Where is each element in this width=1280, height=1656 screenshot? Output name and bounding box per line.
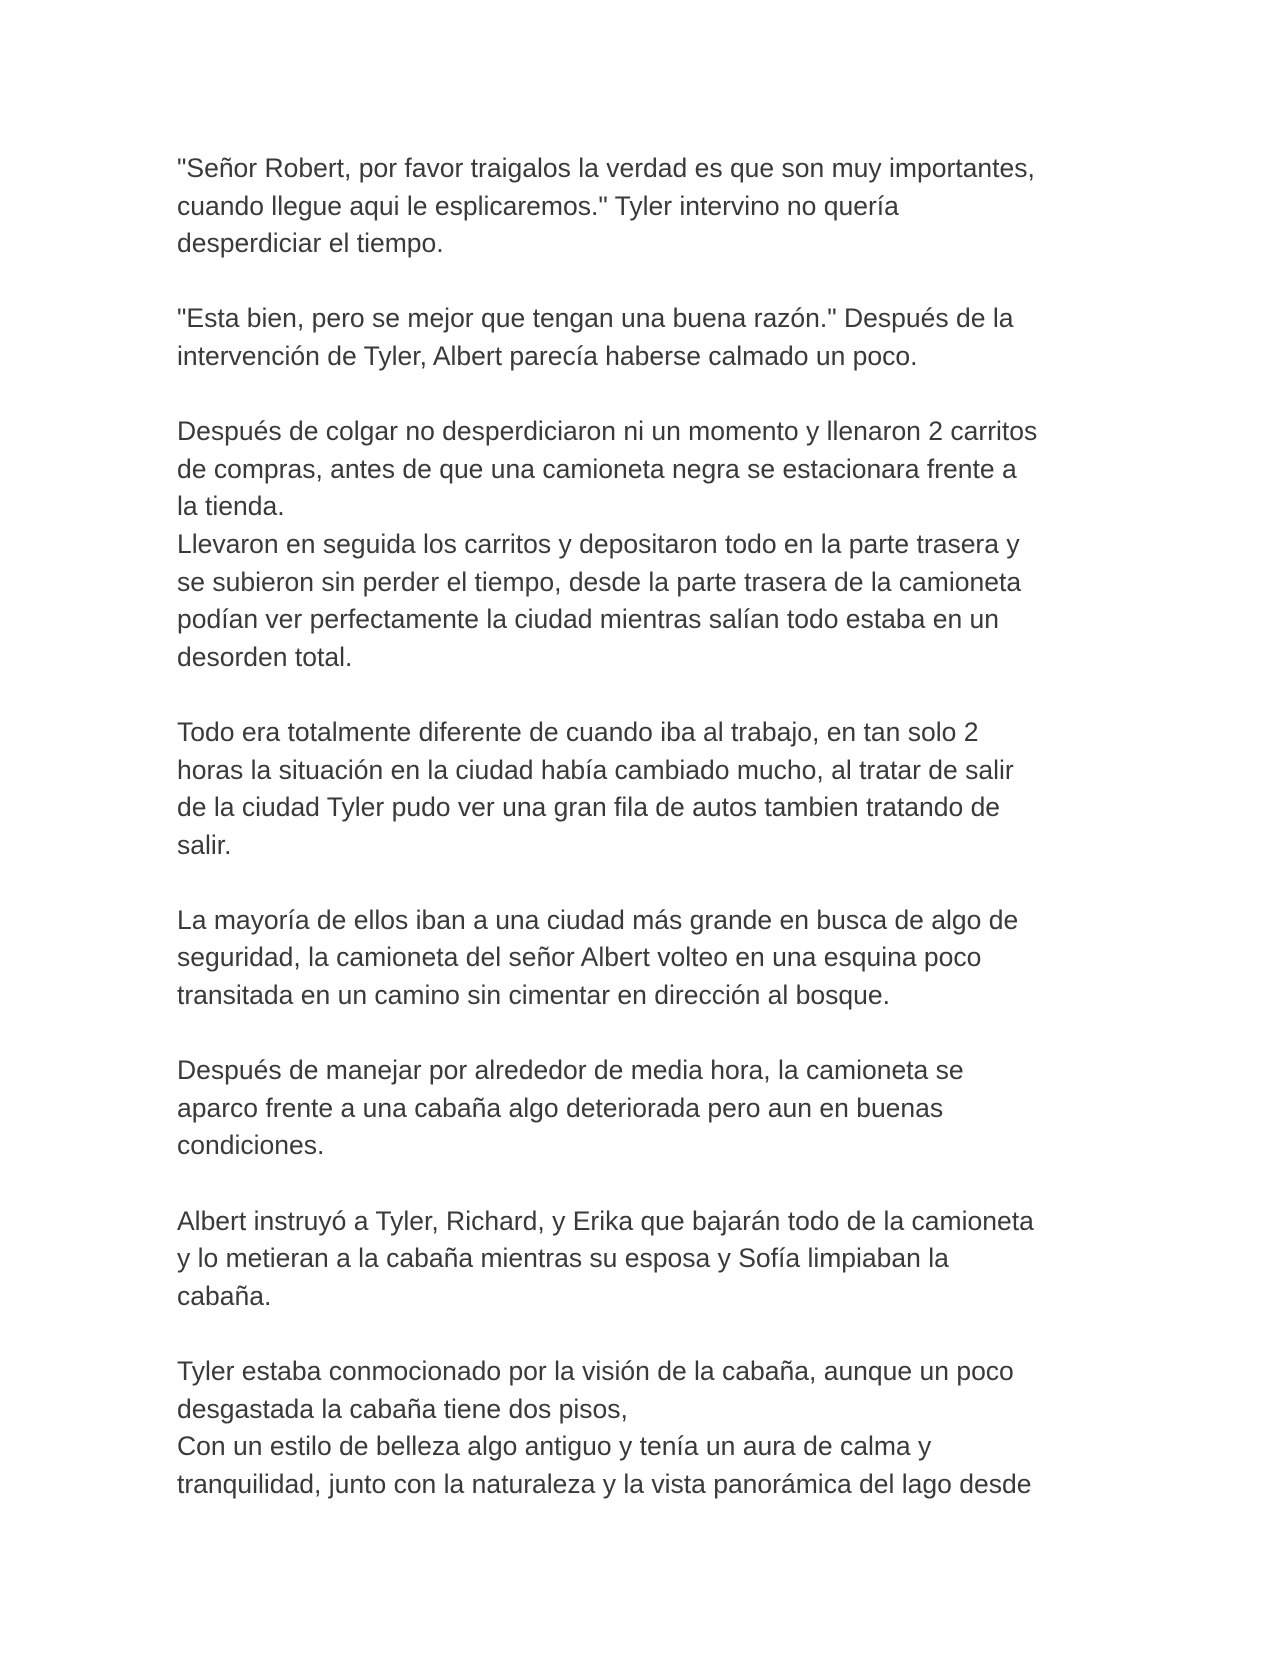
text-line: cuando llegue aqui le esplicaremos." Tyler intervino no quería — [177, 190, 899, 221]
text-line: desgastada la cabaña tiene dos pisos, — [177, 1393, 628, 1424]
paragraph-spacer — [177, 1315, 1177, 1353]
text-line: de la ciudad Tyler pudo ver una gran fila de autos tambien tratando de — [177, 792, 1001, 823]
paragraph-spacer — [177, 864, 1177, 902]
paragraph — [177, 1428, 1177, 1503]
text-line: Tyler estaba conmocionado por la visión de la cabaña, aunque un poco — [177, 1356, 1014, 1386]
paragraph-spacer — [177, 263, 1177, 301]
text-line: tranquilidad, junto con la naturaleza y la vista panorámica del lago desde — [177, 1468, 1032, 1499]
paragraph — [177, 526, 1177, 676]
text-line: seguridad, la camioneta del señor Albert volteo en una esquina poco — [177, 942, 982, 973]
document-body — [177, 150, 1177, 1503]
text-line: salir. — [177, 829, 232, 860]
paragraph — [177, 714, 1177, 864]
paragraph — [177, 300, 1177, 375]
text-line: La mayoría de ellos iban a una ciudad más grande en busca de algo de — [177, 904, 1019, 935]
text-line: Albert instruyó a Tyler, Richard, y Erika que bajarán todo de la camioneta — [177, 1205, 1034, 1236]
text-line: transitada en un camino sin cimentar en dirección al bosque. — [177, 980, 890, 1011]
paragraph — [177, 1353, 1177, 1428]
text-line: "Señor Robert, por favor traigalos la verdad es que son muy importantes, — [177, 153, 1035, 183]
text-line: desperdiciar el tiempo. — [177, 228, 444, 259]
paragraph-spacer — [177, 1165, 1177, 1203]
paragraph — [177, 902, 1177, 1015]
text-line: Después de colgar no desperdiciaron ni un momento y llenaron 2 carritos — [177, 416, 1038, 447]
text-line: se subieron sin perder el tiempo, desde la parte trasera de la camioneta — [177, 566, 1022, 597]
text-line: Con un estilo de belleza algo antiguo y tenía un aura de calma y — [177, 1431, 932, 1462]
paragraph — [177, 150, 1177, 263]
text-line: desorden total. — [177, 641, 353, 672]
paragraph — [177, 1203, 1177, 1316]
paragraph-spacer — [177, 376, 1177, 414]
text-line: horas la situación en la ciudad había cambiado mucho, al tratar de salir — [177, 754, 1014, 785]
text-line: podían ver perfectamente la ciudad mientras salían todo estaba en un — [177, 604, 1000, 635]
text-line: Después de manejar por alrededor de media hora, la camioneta se — [177, 1055, 964, 1086]
paragraph — [177, 1052, 1177, 1165]
text-line: Llevaron en seguida los carritos y depositaron todo en la parte trasera y — [177, 528, 1020, 559]
text-line: Todo era totalmente diferente de cuando iba al trabajo, en tan solo 2 — [177, 716, 979, 747]
text-line: y lo metieran a la cabaña mientras su esposa y Sofía limpiaban la — [177, 1243, 949, 1274]
text-line: de compras, antes de que una camioneta negra se estacionara frente a — [177, 453, 1017, 484]
text-line: la tienda. — [177, 491, 285, 522]
text-line: "Esta bien, pero se mejor que tengan una buena razón." Después de la — [177, 303, 1014, 334]
text-line: aparco frente a una cabaña algo deteriorada pero aun en buenas — [177, 1092, 944, 1123]
text-line: cabaña. — [177, 1280, 272, 1311]
paragraph-spacer — [177, 676, 1177, 714]
paragraph-spacer — [177, 1015, 1177, 1053]
text-line: condiciones. — [177, 1130, 325, 1161]
text-line: intervención de Tyler, Albert parecía haberse calmado un poco. — [177, 340, 918, 371]
paragraph — [177, 413, 1177, 526]
